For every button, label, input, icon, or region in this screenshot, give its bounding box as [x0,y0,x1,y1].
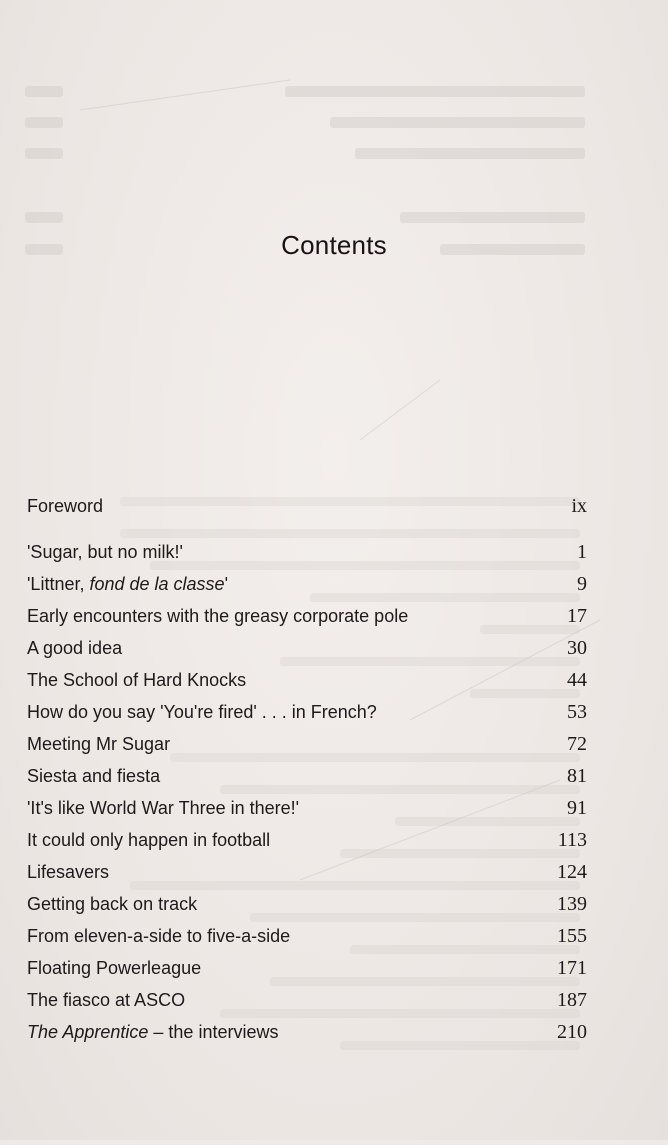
toc-entry-page: 113 [557,829,587,851]
toc-entry-page: 210 [557,1021,587,1043]
toc-entry [27,760,587,792]
toc-entry-title: From eleven-a-side to five-a-side [27,926,291,946]
toc-entry [27,536,587,568]
toc-entry-title: It could only happen in football [27,830,271,850]
toc-entry [27,920,587,952]
toc-entry [27,490,587,522]
toc-entry-title: The fiasco at ASCO [27,990,186,1010]
toc-entry-page: 30 [567,637,587,659]
toc-entry-page: 187 [557,989,587,1011]
toc-entry-title: Lifesavers [27,862,110,882]
toc-entry-title: 'It's like World War Three in there!' [27,798,300,818]
toc-entry-title: Getting back on track [27,894,198,914]
toc-entry-title: The School of Hard Knocks [27,670,247,690]
toc-entry [27,952,587,984]
toc-entry-title: The Apprentice – the interviews [27,1022,279,1042]
toc-entry [27,632,587,664]
table-of-contents [27,490,587,1048]
toc-entry [27,792,587,824]
toc-entry [27,824,587,856]
toc-entry-title: 'Sugar, but no milk!' [27,542,183,562]
toc-entry-title: Early encounters with the greasy corporate pole [27,606,409,626]
toc-entry-title: 'Littner, fond de la classe' [27,574,229,594]
toc-entry-page: 155 [557,925,587,947]
toc-entry-page: 81 [567,765,587,787]
toc-entry-title: Siesta and fiesta [27,766,161,786]
page-title: Contents [281,230,387,260]
toc-entry-page: 44 [567,669,587,691]
toc-entry-title: Floating Powerleague [27,958,202,978]
toc-entry [27,728,587,760]
toc-entry-title: Foreword [27,496,104,516]
toc-entry-page: ix [571,495,587,517]
toc-entry-page: 17 [567,605,587,627]
toc-entry-page: 53 [567,701,587,723]
toc-entry [27,888,587,920]
toc-entry [27,568,587,600]
toc-entry-page: 124 [557,861,587,883]
toc-entry [27,664,587,696]
toc-entry-page: 139 [557,893,587,915]
toc-entry-title: Meeting Mr Sugar [27,734,171,754]
toc-entry-page: 72 [567,733,587,755]
toc-entry [27,696,587,728]
toc-entry [27,1016,587,1048]
toc-entry-page: 9 [577,573,587,595]
toc-entry [27,856,587,888]
toc-entry-page: 91 [567,797,587,819]
toc-entry [27,600,587,632]
toc-entry-title: A good idea [27,638,123,658]
toc-entry-page: 1 [577,541,587,563]
toc-entry-page: 171 [557,957,587,979]
toc-entry-title: How do you say 'You're fired' . . . in French? [27,702,377,722]
toc-entry [27,984,587,1016]
